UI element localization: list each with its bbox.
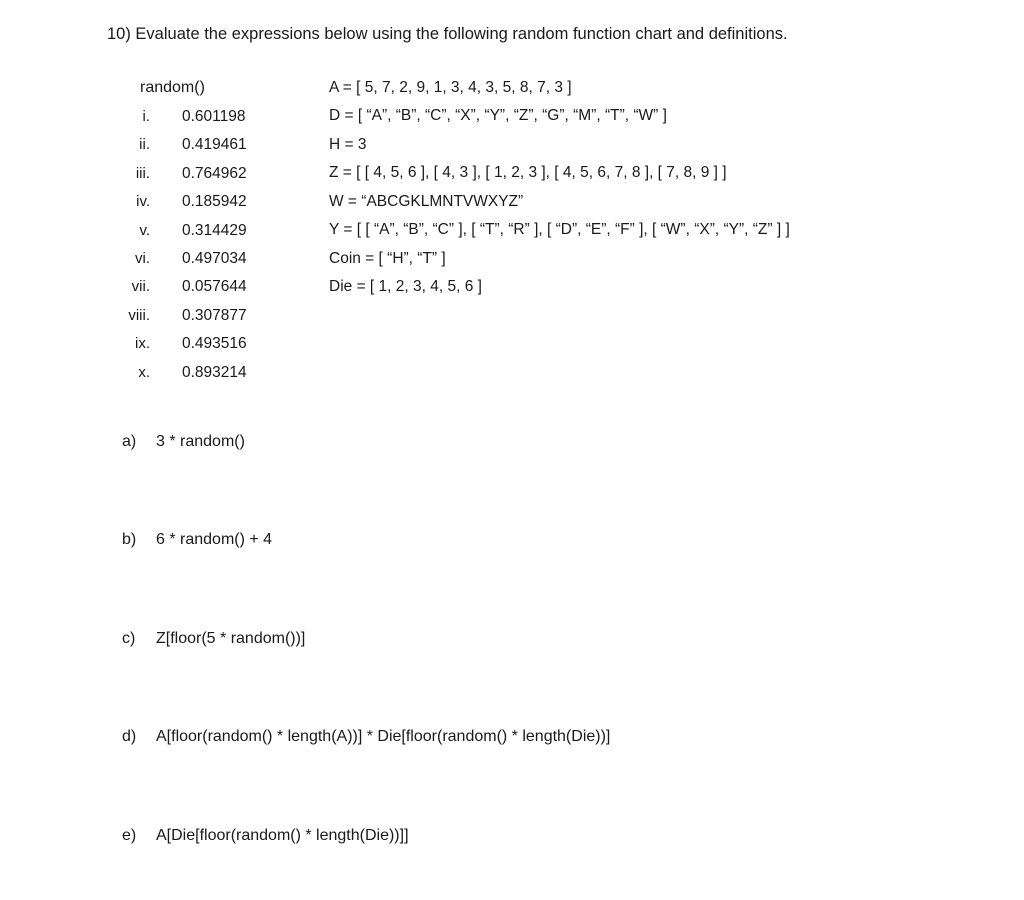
random-value: 0.314429 [182,222,247,239]
part-expression: 3 * random() [156,433,245,450]
random-row [0,136,300,158]
part-letter: e) [122,827,137,844]
part-expression: 6 * random() + 4 [156,531,273,548]
random-chart-header: random() [140,79,205,96]
random-row [0,278,300,300]
random-value: 0.057644 [182,278,247,295]
definition-w: W = “ABCGKLMNTVWXYZ” [329,193,524,210]
row-numeral: iii. [135,165,150,182]
part-expression: A[Die[floor(random() * length(Die))]] [156,827,409,844]
row-numeral: viii. [128,307,150,324]
random-row [0,222,300,244]
definition-d: D = [ “A”, “B”, “C”, “X”, “Y”, “Z”, “G”, “M”, “T”, “W” ] [329,107,667,124]
row-numeral: x. [138,364,150,381]
definition-a: A = [ 5, 7, 2, 9, 1, 3, 4, 3, 5, 8, 7, 3 ] [329,79,572,96]
random-row [0,307,300,329]
definition-y: Y = [ [ “A”, “B”, “C” ], [ “T”, “R” ], [ “D”, “E”, “F” ], [ “W”, “X”, “Y”, “Z” ] ] [329,221,790,238]
random-row [0,250,300,272]
part-letter: a) [122,433,137,450]
part-b [122,531,272,549]
row-numeral: iv. [136,193,150,210]
random-value: 0.419461 [182,136,247,153]
random-row [0,108,300,130]
row-numeral: v. [139,222,150,239]
random-value: 0.307877 [182,307,247,324]
random-value: 0.764962 [182,165,247,182]
part-letter: d) [122,728,137,745]
row-numeral: ix. [135,335,150,352]
row-numeral: i. [142,108,150,125]
part-d [122,728,610,746]
definition-h: H = 3 [329,136,367,153]
random-row [0,193,300,215]
row-numeral: vi. [135,250,150,267]
random-value: 0.601198 [182,108,246,125]
random-value: 0.185942 [182,193,247,210]
question-title: 10) Evaluate the expressions below using the following random function chart and definitions. [107,25,788,43]
part-e [122,827,409,845]
random-row [0,335,300,357]
random-value: 0.493516 [182,335,247,352]
part-letter: b) [122,531,137,548]
random-value: 0.893214 [182,364,247,381]
row-numeral: ii. [139,136,150,153]
part-c [122,630,305,648]
definition-coin: Coin = [ “H”, “T” ] [329,250,446,267]
part-a [122,433,245,451]
part-expression: A[floor(random() * length(A))] * Die[floor(random() * length(Die))] [156,728,611,745]
definition-die: Die = [ 1, 2, 3, 4, 5, 6 ] [329,278,482,295]
definition-z: Z = [ [ 4, 5, 6 ], [ 4, 3 ], [ 1, 2, 3 ], [ 4, 5, 6, 7, 8 ], [ 7, 8, 9 ] ] [329,164,727,181]
part-letter: c) [122,630,136,647]
row-numeral: vii. [131,278,150,295]
random-row [0,364,300,386]
random-row [0,165,300,187]
random-value: 0.497034 [182,250,247,267]
part-expression: Z[floor(5 * random())] [156,630,306,647]
